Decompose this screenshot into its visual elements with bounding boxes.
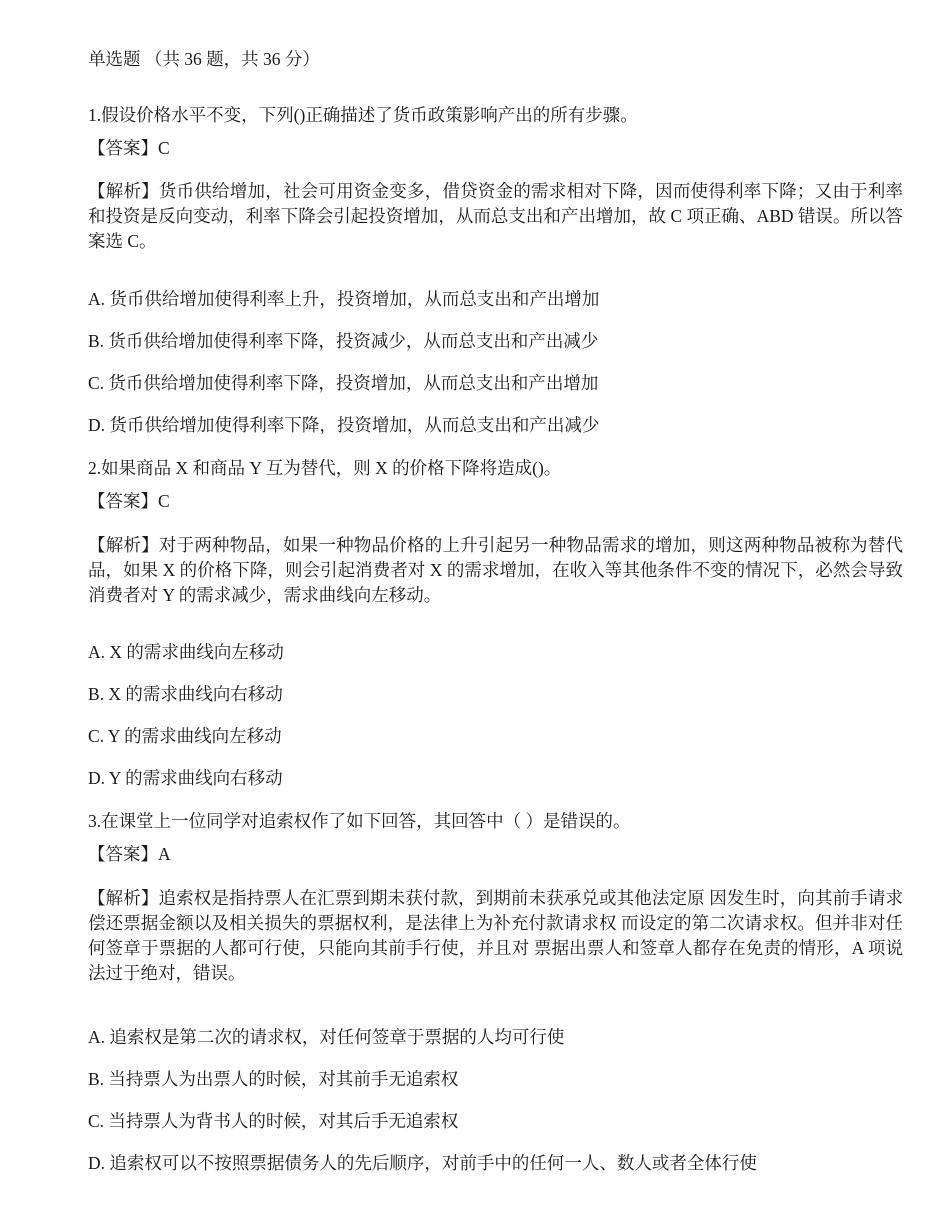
- question-3-option-c: C. 当持票人为背书人的时候，对其后手无追索权: [88, 1111, 459, 1131]
- question-1-analysis: 【解析】货币供给增加，社会可用资金变多，借贷资金的需求相对下降，因而使得利率下降；又由于利率和投资是反向变动，利率下降会引起投资增加，从而总支出和产出增加，故 C 项正确、ABD 错误。所以答案选 C。: [88, 181, 903, 251]
- question-3-option-b: B. 当持票人为出票人的时候，对其前手无追索权: [88, 1069, 459, 1089]
- section-header: 单选题 （共 36 题，共 36 分）: [88, 49, 320, 69]
- question-2-answer: 【答案】C: [88, 491, 170, 511]
- question-3-option-a: A. 追索权是第二次的请求权，对任何签章于票据的人均可行使: [88, 1027, 565, 1047]
- question-1-answer: 【答案】C: [88, 138, 170, 158]
- question-1-option-b: B. 货币供给增加使得利率下降，投资减少，从而总支出和产出减少: [88, 331, 599, 351]
- question-3-answer: 【答案】A: [88, 844, 171, 864]
- question-2-analysis: 【解析】对于两种物品，如果一种物品价格的上升引起另一种物品需求的增加，则这两种物品被称为替代品，如果 X 的价格下降，则会引起消费者对 X 的需求增加，在收入等其他条件不变的情况下，必然会导致消费者对 Y 的需求减少，需求曲线向左移动。: [88, 535, 903, 605]
- question-2-option-c: C. Y 的需求曲线向左移动: [88, 726, 282, 746]
- question-2-stem: 2.如果商品 X 和商品 Y 互为替代，则 X 的价格下降将造成()。: [88, 458, 562, 478]
- question-3-analysis: 【解析】追索权是指持票人在汇票到期未获付款，到期前未获承兑或其他法定原 因发生时，向其前手请求偿还票据金额以及相关损失的票据权利，是法律上为补充付款请求权 而设定的第二次请求权。但并非对任何签章于票据的人都可行使，只能向其前手行使，并且对 票据出票人和签章人都存在免责的情形，A 项说法过于绝对，错误。: [88, 888, 903, 983]
- question-1-option-d: D. 货币供给增加使得利率下降，投资增加，从而总支出和产出减少: [88, 415, 600, 435]
- question-2-option-d: D. Y 的需求曲线向右移动: [88, 768, 283, 788]
- question-2-option-a: A. X 的需求曲线向左移动: [88, 642, 284, 662]
- question-1-option-c: C. 货币供给增加使得利率下降，投资增加，从而总支出和产出增加: [88, 373, 599, 393]
- question-3-stem: 3.在课堂上一位同学对追索权作了如下回答，其回答中（ ）是错误的。: [88, 811, 631, 831]
- question-1-stem: 1.假设价格水平不变，下列()正确描述了货币政策影响产出的所有步骤。: [88, 105, 638, 125]
- question-1-option-a: A. 货币供给增加使得利率上升，投资增加，从而总支出和产出增加: [88, 289, 600, 309]
- question-3-option-d: D. 追索权可以不按照票据债务人的先后顺序，对前手中的任何一人、数人或者全体行使: [88, 1153, 757, 1173]
- question-2-option-b: B. X 的需求曲线向右移动: [88, 684, 283, 704]
